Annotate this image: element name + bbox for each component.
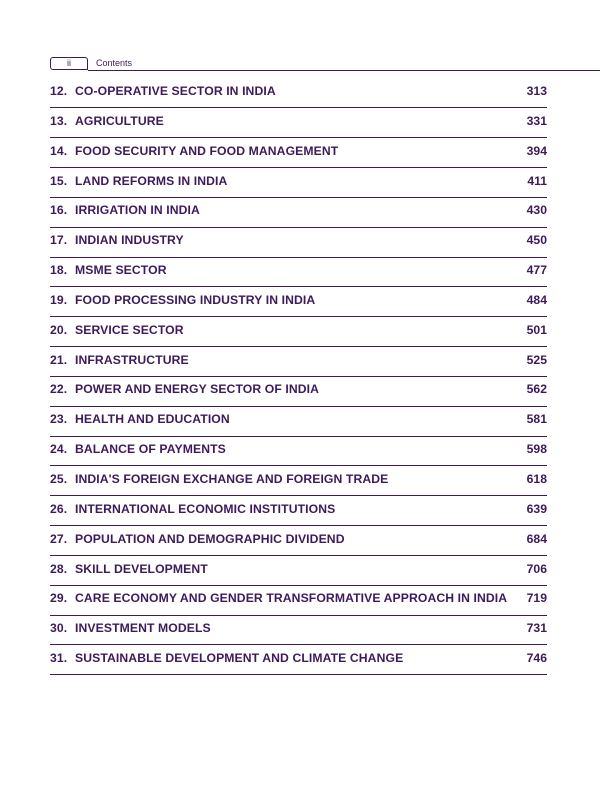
toc-entry-title[interactable]: POWER AND ENERGY SECTOR OF INDIA bbox=[75, 382, 320, 397]
toc-entry[interactable] bbox=[50, 259, 547, 287]
toc-entry-number: 25. bbox=[50, 471, 68, 486]
toc-entry-number: 21. bbox=[50, 352, 68, 367]
toc-entry-page-number[interactable]: 411 bbox=[527, 173, 547, 188]
header-rule bbox=[88, 70, 600, 71]
toc-entry[interactable] bbox=[50, 617, 547, 645]
toc-entry-number: 30. bbox=[50, 621, 68, 636]
toc-entry-title[interactable]: SKILL DEVELOPMENT bbox=[75, 561, 208, 576]
toc-entry-page-number[interactable]: 313 bbox=[526, 84, 547, 98]
toc-entry-number: 14. bbox=[50, 143, 68, 158]
table-of-contents bbox=[50, 80, 547, 677]
toc-entry-number: 19. bbox=[50, 292, 68, 307]
toc-entry-title[interactable]: LAND REFORMS IN INDIA bbox=[75, 173, 228, 188]
toc-entry[interactable] bbox=[50, 170, 547, 198]
toc-entry[interactable] bbox=[50, 498, 547, 526]
toc-entry[interactable] bbox=[50, 110, 547, 138]
toc-entry-number: 22. bbox=[50, 382, 68, 397]
toc-entry-number: 27. bbox=[50, 531, 68, 546]
toc-entry[interactable] bbox=[50, 647, 547, 675]
toc-entry-number: 29. bbox=[50, 591, 68, 606]
toc-entry-title[interactable]: INDIA'S FOREIGN EXCHANGE AND FOREIGN TRADE bbox=[75, 471, 389, 486]
toc-entry-number: 31. bbox=[50, 651, 68, 666]
toc-entry-page-number[interactable]: 562 bbox=[526, 382, 547, 397]
toc-entry-title[interactable]: BALANCE OF PAYMENTS bbox=[75, 442, 226, 457]
toc-entry-number: 13. bbox=[50, 113, 68, 128]
toc-entry-title[interactable]: SERVICE SECTOR bbox=[75, 322, 184, 337]
toc-entry-page-number[interactable]: 581 bbox=[526, 412, 547, 427]
toc-entry-page-number[interactable]: 477 bbox=[526, 263, 547, 278]
toc-entry-title[interactable]: CARE ECONOMY AND GENDER TRANSFORMATIVE APPROACH IN INDIA bbox=[75, 591, 508, 606]
toc-entry-title[interactable]: MSME SECTOR bbox=[75, 263, 167, 278]
toc-entry-title[interactable]: INTERNATIONAL ECONOMIC INSTITUTIONS bbox=[75, 501, 336, 516]
toc-entry-page-number[interactable]: 598 bbox=[526, 442, 547, 457]
toc-entry-number: 17. bbox=[50, 233, 68, 248]
toc-entry[interactable] bbox=[50, 349, 547, 377]
running-header-title: Contents bbox=[96, 58, 133, 68]
toc-entry-number: 28. bbox=[50, 561, 68, 576]
toc-entry-number: 12. bbox=[50, 84, 68, 98]
toc-entry-title[interactable]: INVESTMENT MODELS bbox=[75, 621, 211, 636]
toc-entry-page-number[interactable]: 639 bbox=[526, 501, 547, 516]
toc-entry-title[interactable]: IRRIGATION IN INDIA bbox=[75, 203, 200, 218]
toc-entry-title[interactable]: POPULATION AND DEMOGRAPHIC DIVIDEND bbox=[75, 531, 345, 546]
toc-entry-number: 23. bbox=[50, 412, 68, 427]
toc-entry-page-number[interactable]: 684 bbox=[526, 531, 547, 546]
toc-entry[interactable] bbox=[50, 558, 547, 586]
toc-entry-page-number[interactable]: 746 bbox=[526, 651, 547, 666]
toc-entry-number: 16. bbox=[50, 203, 68, 218]
toc-entry-page-number[interactable]: 450 bbox=[526, 233, 547, 248]
toc-entry[interactable] bbox=[50, 438, 547, 466]
toc-entry-title[interactable]: SUSTAINABLE DEVELOPMENT AND CLIMATE CHANGE bbox=[75, 651, 404, 666]
toc-entry-title[interactable]: INDIAN INDUSTRY bbox=[75, 233, 184, 248]
toc-entry-page-number[interactable]: 484 bbox=[526, 292, 547, 307]
toc-entry-page-number[interactable]: 331 bbox=[526, 113, 547, 128]
toc-entry-number: 18. bbox=[50, 263, 68, 278]
page-header bbox=[50, 57, 600, 73]
toc-entry-title[interactable]: FOOD PROCESSING INDUSTRY IN INDIA bbox=[75, 292, 316, 307]
page-number-tab: ii bbox=[50, 57, 88, 70]
toc-entry[interactable] bbox=[50, 319, 547, 347]
toc-entry-title[interactable]: FOOD SECURITY AND FOOD MANAGEMENT bbox=[75, 143, 339, 158]
toc-entry-page-number[interactable]: 430 bbox=[526, 203, 547, 218]
toc-entry[interactable] bbox=[50, 80, 547, 108]
toc-entry-title[interactable]: INFRASTRUCTURE bbox=[75, 352, 189, 367]
toc-entry-page-number[interactable]: 731 bbox=[526, 621, 547, 636]
toc-entry-page-number[interactable]: 618 bbox=[526, 471, 547, 486]
toc-entry[interactable] bbox=[50, 587, 547, 615]
toc-entry-number: 26. bbox=[50, 501, 68, 516]
toc-entry[interactable] bbox=[50, 289, 547, 317]
toc-entry[interactable] bbox=[50, 199, 547, 227]
toc-entry-title[interactable]: CO-OPERATIVE SECTOR IN INDIA bbox=[75, 84, 276, 98]
toc-entry[interactable] bbox=[50, 378, 547, 406]
toc-entry-number: 24. bbox=[50, 442, 68, 457]
toc-entry-title[interactable]: HEALTH AND EDUCATION bbox=[75, 412, 230, 427]
toc-entry[interactable] bbox=[50, 528, 547, 556]
toc-entry-number: 15. bbox=[50, 173, 68, 188]
toc-entry[interactable] bbox=[50, 229, 547, 257]
toc-entry-page-number[interactable]: 706 bbox=[526, 561, 547, 576]
toc-entry-page-number[interactable]: 719 bbox=[526, 591, 547, 606]
toc-entry[interactable] bbox=[50, 408, 547, 436]
toc-entry-title[interactable]: AGRICULTURE bbox=[75, 113, 164, 128]
toc-entry[interactable] bbox=[50, 140, 547, 168]
toc-entry-page-number[interactable]: 501 bbox=[526, 322, 547, 337]
toc-entry-page-number[interactable]: 394 bbox=[526, 143, 547, 158]
toc-entry[interactable] bbox=[50, 468, 547, 496]
toc-entry-number: 20. bbox=[50, 322, 68, 337]
toc-entry-page-number[interactable]: 525 bbox=[526, 352, 547, 367]
